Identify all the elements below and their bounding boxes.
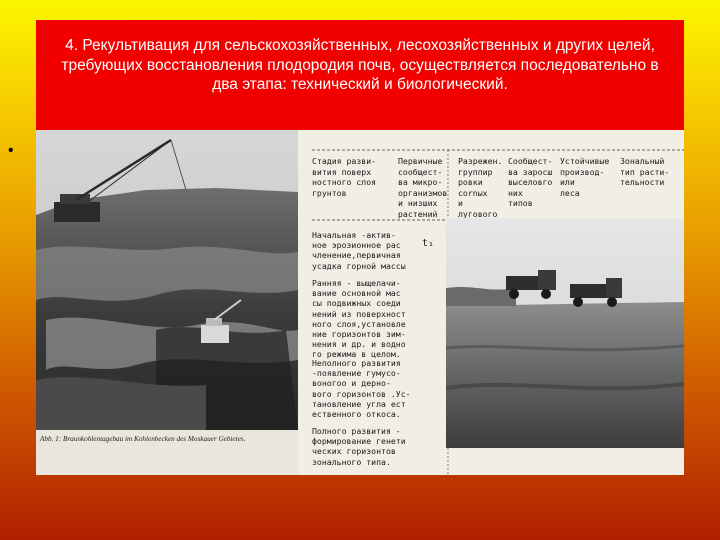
stage-complete: Полного развития - формирование генети ческих горизонтов зонального типа. (312, 426, 406, 467)
figure-caption: Abb. 1: Braunkohlentagebau im Kohlenbecken des Moskauer Gebietes. (40, 435, 246, 443)
slide-title: 4. Рекультивация для сельскохозяйственных, лесохозяйственных и других целей, требующих восстановления плодородия почв, осуществляется последовательно в два этапа: технический и биологический. (61, 37, 659, 93)
stage-early: Ранняя - выщелачи- вание основной мас сы подвижных соеди нений из поверхност ного слоя,установле ние горизонтов зим- нения и др. и водно го режима в целом. (312, 278, 406, 360)
stage-initial: Начальная -актив- ное эрозионное рас членение,первичная усадка горной массы (312, 230, 406, 271)
column-header-zonal: Зональный тип расти- тельности (620, 156, 670, 187)
reclaimed-field-photo (446, 218, 684, 448)
bullet-marker: • (8, 142, 14, 159)
mine-excavator-photo (36, 130, 298, 430)
column-header-communities: Сообщест- ва заросш выселовго них типов (508, 156, 553, 208)
time-mark: t₁ (422, 238, 435, 249)
stage-incomplete: Неполного развития -появление гумусо- воногоо и дерно- вого горизонтов .Ус- тановление угла ест ественного откоса. (312, 358, 411, 420)
column-header-primary: Первичные сообщест- ва микро- организмов и низших растений (398, 156, 448, 219)
column-header-stable: Устойчивые производ- или леса (560, 156, 610, 198)
figure-panel (36, 130, 684, 475)
column-header-sparse: Разрежен. группир ровки соrnых и лугового (458, 156, 503, 219)
column-header-stage: Стадия разви- вития поверх ностного слоя грунтов (312, 156, 377, 198)
